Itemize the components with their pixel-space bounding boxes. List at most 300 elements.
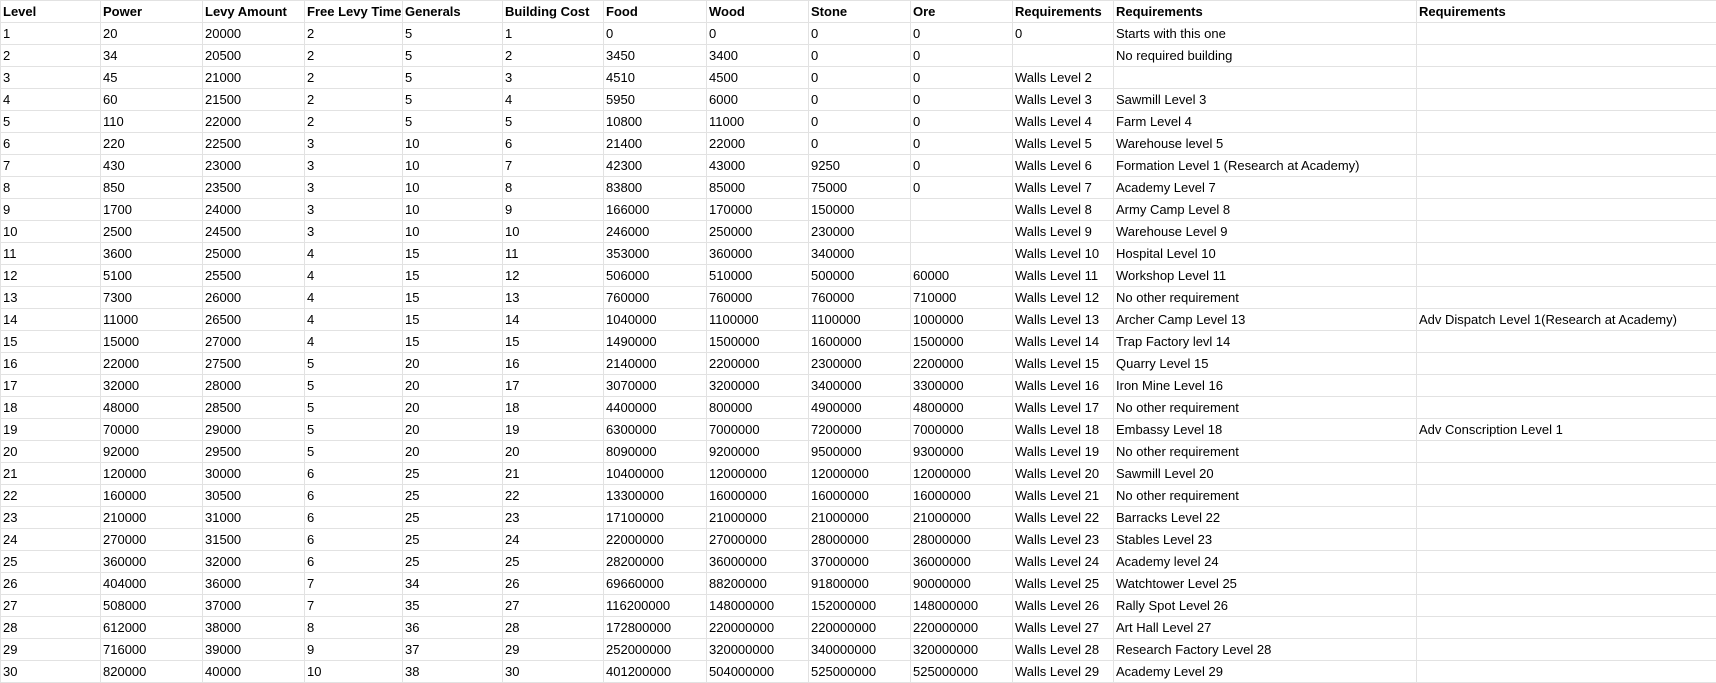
cell-wood[interactable]: 3200000: [707, 375, 809, 397]
cell-levy-amount[interactable]: 24500: [203, 221, 305, 243]
cell-requirements-3[interactable]: [1417, 397, 1716, 419]
cell-requirements-3[interactable]: [1417, 177, 1716, 199]
cell-level[interactable]: 22: [1, 485, 101, 507]
cell-stone[interactable]: 340000000: [809, 639, 911, 661]
cell-free-levy-time[interactable]: 4: [305, 287, 403, 309]
cell-level[interactable]: 5: [1, 111, 101, 133]
cell-wood[interactable]: 6000: [707, 89, 809, 111]
cell-generals[interactable]: 20: [403, 441, 503, 463]
cell-requirements-2[interactable]: Academy Level 7: [1114, 177, 1417, 199]
cell-stone[interactable]: 75000: [809, 177, 911, 199]
cell-wood[interactable]: 148000000: [707, 595, 809, 617]
cell-level[interactable]: 11: [1, 243, 101, 265]
cell-level[interactable]: 7: [1, 155, 101, 177]
cell-wood[interactable]: 11000: [707, 111, 809, 133]
cell-level[interactable]: 15: [1, 331, 101, 353]
cell-building-cost[interactable]: 28: [503, 617, 604, 639]
cell-free-levy-time[interactable]: 2: [305, 45, 403, 67]
cell-stone[interactable]: 1100000: [809, 309, 911, 331]
cell-generals[interactable]: 10: [403, 221, 503, 243]
header-ore[interactable]: Ore: [911, 1, 1013, 23]
cell-ore[interactable]: 0: [911, 155, 1013, 177]
cell-requirements-1[interactable]: Walls Level 8: [1013, 199, 1114, 221]
cell-generals[interactable]: 20: [403, 375, 503, 397]
cell-levy-amount[interactable]: 20000: [203, 23, 305, 45]
cell-food[interactable]: 6300000: [604, 419, 707, 441]
cell-generals[interactable]: 15: [403, 331, 503, 353]
cell-requirements-1[interactable]: Walls Level 19: [1013, 441, 1114, 463]
cell-ore[interactable]: 28000000: [911, 529, 1013, 551]
cell-building-cost[interactable]: 1: [503, 23, 604, 45]
cell-ore[interactable]: 1000000: [911, 309, 1013, 331]
cell-levy-amount[interactable]: 31000: [203, 507, 305, 529]
cell-ore[interactable]: 2200000: [911, 353, 1013, 375]
cell-power[interactable]: 15000: [101, 331, 203, 353]
cell-food[interactable]: 401200000: [604, 661, 707, 683]
cell-ore[interactable]: 0: [911, 133, 1013, 155]
cell-requirements-2[interactable]: Research Factory Level 28: [1114, 639, 1417, 661]
cell-building-cost[interactable]: 27: [503, 595, 604, 617]
cell-stone[interactable]: 16000000: [809, 485, 911, 507]
cell-generals[interactable]: 25: [403, 507, 503, 529]
cell-wood[interactable]: 43000: [707, 155, 809, 177]
cell-level[interactable]: 16: [1, 353, 101, 375]
cell-power[interactable]: 45: [101, 67, 203, 89]
cell-generals[interactable]: 15: [403, 287, 503, 309]
cell-requirements-3[interactable]: Adv Conscription Level 1: [1417, 419, 1716, 441]
cell-food[interactable]: 13300000: [604, 485, 707, 507]
cell-levy-amount[interactable]: 25500: [203, 265, 305, 287]
cell-building-cost[interactable]: 15: [503, 331, 604, 353]
cell-ore[interactable]: [911, 243, 1013, 265]
cell-ore[interactable]: 525000000: [911, 661, 1013, 683]
cell-wood[interactable]: 4500: [707, 67, 809, 89]
cell-requirements-3[interactable]: [1417, 375, 1716, 397]
cell-generals[interactable]: 20: [403, 397, 503, 419]
cell-level[interactable]: 24: [1, 529, 101, 551]
cell-requirements-2[interactable]: No required building: [1114, 45, 1417, 67]
cell-free-levy-time[interactable]: 8: [305, 617, 403, 639]
cell-wood[interactable]: 1100000: [707, 309, 809, 331]
cell-requirements-3[interactable]: [1417, 243, 1716, 265]
cell-level[interactable]: 2: [1, 45, 101, 67]
cell-ore[interactable]: [911, 199, 1013, 221]
cell-food[interactable]: 22000000: [604, 529, 707, 551]
cell-stone[interactable]: 1600000: [809, 331, 911, 353]
cell-levy-amount[interactable]: 27500: [203, 353, 305, 375]
cell-building-cost[interactable]: 16: [503, 353, 604, 375]
cell-food[interactable]: 3070000: [604, 375, 707, 397]
cell-requirements-3[interactable]: [1417, 463, 1716, 485]
cell-generals[interactable]: 25: [403, 529, 503, 551]
cell-wood[interactable]: 250000: [707, 221, 809, 243]
cell-food[interactable]: 83800: [604, 177, 707, 199]
cell-levy-amount[interactable]: 28500: [203, 397, 305, 419]
cell-free-levy-time[interactable]: 6: [305, 529, 403, 551]
cell-power[interactable]: 34: [101, 45, 203, 67]
cell-power[interactable]: 92000: [101, 441, 203, 463]
cell-requirements-1[interactable]: Walls Level 18: [1013, 419, 1114, 441]
cell-generals[interactable]: 36: [403, 617, 503, 639]
cell-levy-amount[interactable]: 36000: [203, 573, 305, 595]
cell-food[interactable]: 69660000: [604, 573, 707, 595]
cell-free-levy-time[interactable]: 10: [305, 661, 403, 683]
cell-levy-amount[interactable]: 23500: [203, 177, 305, 199]
cell-generals[interactable]: 10: [403, 133, 503, 155]
cell-requirements-3[interactable]: [1417, 507, 1716, 529]
cell-generals[interactable]: 25: [403, 551, 503, 573]
cell-requirements-1[interactable]: Walls Level 26: [1013, 595, 1114, 617]
cell-food[interactable]: 116200000: [604, 595, 707, 617]
cell-stone[interactable]: 760000: [809, 287, 911, 309]
cell-ore[interactable]: 60000: [911, 265, 1013, 287]
cell-stone[interactable]: 9250: [809, 155, 911, 177]
cell-requirements-1[interactable]: Walls Level 27: [1013, 617, 1114, 639]
cell-level[interactable]: 14: [1, 309, 101, 331]
cell-requirements-2[interactable]: Quarry Level 15: [1114, 353, 1417, 375]
cell-requirements-2[interactable]: Rally Spot Level 26: [1114, 595, 1417, 617]
cell-power[interactable]: 716000: [101, 639, 203, 661]
cell-requirements-1[interactable]: Walls Level 12: [1013, 287, 1114, 309]
cell-requirements-3[interactable]: [1417, 155, 1716, 177]
cell-food[interactable]: 506000: [604, 265, 707, 287]
cell-level[interactable]: 30: [1, 661, 101, 683]
cell-ore[interactable]: 0: [911, 45, 1013, 67]
header-wood[interactable]: Wood: [707, 1, 809, 23]
cell-stone[interactable]: 525000000: [809, 661, 911, 683]
cell-stone[interactable]: 4900000: [809, 397, 911, 419]
cell-requirements-1[interactable]: Walls Level 10: [1013, 243, 1114, 265]
header-power[interactable]: Power: [101, 1, 203, 23]
cell-level[interactable]: 17: [1, 375, 101, 397]
cell-level[interactable]: 20: [1, 441, 101, 463]
cell-wood[interactable]: 0: [707, 23, 809, 45]
cell-free-levy-time[interactable]: 3: [305, 199, 403, 221]
cell-generals[interactable]: 15: [403, 309, 503, 331]
cell-ore[interactable]: 12000000: [911, 463, 1013, 485]
header-building-cost[interactable]: Building Cost: [503, 1, 604, 23]
cell-power[interactable]: 160000: [101, 485, 203, 507]
cell-power[interactable]: 508000: [101, 595, 203, 617]
cell-stone[interactable]: 37000000: [809, 551, 911, 573]
cell-food[interactable]: 3450: [604, 45, 707, 67]
cell-generals[interactable]: 25: [403, 463, 503, 485]
cell-level[interactable]: 25: [1, 551, 101, 573]
cell-levy-amount[interactable]: 22000: [203, 111, 305, 133]
cell-free-levy-time[interactable]: 6: [305, 507, 403, 529]
cell-generals[interactable]: 20: [403, 353, 503, 375]
header-stone[interactable]: Stone: [809, 1, 911, 23]
cell-level[interactable]: 21: [1, 463, 101, 485]
cell-levy-amount[interactable]: 30500: [203, 485, 305, 507]
cell-power[interactable]: 430: [101, 155, 203, 177]
header-requirements-3[interactable]: Requirements: [1417, 1, 1716, 23]
cell-food[interactable]: 2140000: [604, 353, 707, 375]
cell-requirements-2[interactable]: Art Hall Level 27: [1114, 617, 1417, 639]
cell-requirements-1[interactable]: Walls Level 7: [1013, 177, 1114, 199]
cell-power[interactable]: 110: [101, 111, 203, 133]
cell-power[interactable]: 60: [101, 89, 203, 111]
cell-wood[interactable]: 27000000: [707, 529, 809, 551]
header-generals[interactable]: Generals: [403, 1, 503, 23]
cell-wood[interactable]: 760000: [707, 287, 809, 309]
cell-food[interactable]: 1040000: [604, 309, 707, 331]
cell-requirements-2[interactable]: Stables Level 23: [1114, 529, 1417, 551]
cell-requirements-3[interactable]: [1417, 287, 1716, 309]
cell-building-cost[interactable]: 6: [503, 133, 604, 155]
cell-generals[interactable]: 5: [403, 89, 503, 111]
cell-generals[interactable]: 15: [403, 243, 503, 265]
cell-requirements-2[interactable]: Workshop Level 11: [1114, 265, 1417, 287]
cell-wood[interactable]: 320000000: [707, 639, 809, 661]
cell-free-levy-time[interactable]: 2: [305, 89, 403, 111]
cell-level[interactable]: 9: [1, 199, 101, 221]
cell-requirements-3[interactable]: [1417, 111, 1716, 133]
cell-stone[interactable]: 7200000: [809, 419, 911, 441]
cell-power[interactable]: 270000: [101, 529, 203, 551]
cell-requirements-1[interactable]: Walls Level 11: [1013, 265, 1114, 287]
cell-levy-amount[interactable]: 21000: [203, 67, 305, 89]
cell-requirements-2[interactable]: Hospital Level 10: [1114, 243, 1417, 265]
cell-free-levy-time[interactable]: 7: [305, 595, 403, 617]
cell-requirements-2[interactable]: [1114, 67, 1417, 89]
cell-building-cost[interactable]: 17: [503, 375, 604, 397]
cell-stone[interactable]: 3400000: [809, 375, 911, 397]
cell-power[interactable]: 5100: [101, 265, 203, 287]
cell-ore[interactable]: 1500000: [911, 331, 1013, 353]
cell-ore[interactable]: 0: [911, 111, 1013, 133]
cell-ore[interactable]: 21000000: [911, 507, 1013, 529]
cell-stone[interactable]: 0: [809, 45, 911, 67]
header-levy-amount[interactable]: Levy Amount: [203, 1, 305, 23]
cell-power[interactable]: 850: [101, 177, 203, 199]
cell-ore[interactable]: 710000: [911, 287, 1013, 309]
cell-food[interactable]: 17100000: [604, 507, 707, 529]
cell-levy-amount[interactable]: 29000: [203, 419, 305, 441]
cell-requirements-3[interactable]: [1417, 199, 1716, 221]
cell-ore[interactable]: 4800000: [911, 397, 1013, 419]
cell-free-levy-time[interactable]: 2: [305, 67, 403, 89]
cell-power[interactable]: 70000: [101, 419, 203, 441]
cell-building-cost[interactable]: 21: [503, 463, 604, 485]
cell-ore[interactable]: 90000000: [911, 573, 1013, 595]
cell-power[interactable]: 210000: [101, 507, 203, 529]
cell-stone[interactable]: 0: [809, 67, 911, 89]
cell-free-levy-time[interactable]: 3: [305, 177, 403, 199]
cell-requirements-2[interactable]: Starts with this one: [1114, 23, 1417, 45]
cell-building-cost[interactable]: 5: [503, 111, 604, 133]
cell-wood[interactable]: 85000: [707, 177, 809, 199]
cell-levy-amount[interactable]: 25000: [203, 243, 305, 265]
cell-stone[interactable]: 500000: [809, 265, 911, 287]
cell-level[interactable]: 28: [1, 617, 101, 639]
cell-wood[interactable]: 800000: [707, 397, 809, 419]
cell-ore[interactable]: 0: [911, 23, 1013, 45]
cell-level[interactable]: 26: [1, 573, 101, 595]
cell-ore[interactable]: 0: [911, 89, 1013, 111]
cell-requirements-2[interactable]: Watchtower Level 25: [1114, 573, 1417, 595]
cell-levy-amount[interactable]: 21500: [203, 89, 305, 111]
cell-power[interactable]: 20: [101, 23, 203, 45]
cell-levy-amount[interactable]: 22500: [203, 133, 305, 155]
cell-free-levy-time[interactable]: 5: [305, 375, 403, 397]
cell-requirements-3[interactable]: [1417, 529, 1716, 551]
cell-requirements-3[interactable]: [1417, 23, 1716, 45]
cell-food[interactable]: 8090000: [604, 441, 707, 463]
cell-requirements-1[interactable]: Walls Level 4: [1013, 111, 1114, 133]
cell-free-levy-time[interactable]: 3: [305, 133, 403, 155]
cell-stone[interactable]: 12000000: [809, 463, 911, 485]
cell-levy-amount[interactable]: 31500: [203, 529, 305, 551]
cell-requirements-2[interactable]: Army Camp Level 8: [1114, 199, 1417, 221]
cell-free-levy-time[interactable]: 6: [305, 485, 403, 507]
cell-free-levy-time[interactable]: 5: [305, 419, 403, 441]
cell-level[interactable]: 10: [1, 221, 101, 243]
cell-requirements-2[interactable]: Sawmill Level 20: [1114, 463, 1417, 485]
cell-free-levy-time[interactable]: 4: [305, 331, 403, 353]
cell-generals[interactable]: 10: [403, 177, 503, 199]
cell-stone[interactable]: 220000000: [809, 617, 911, 639]
cell-levy-amount[interactable]: 23000: [203, 155, 305, 177]
cell-building-cost[interactable]: 9: [503, 199, 604, 221]
cell-building-cost[interactable]: 24: [503, 529, 604, 551]
cell-wood[interactable]: 510000: [707, 265, 809, 287]
cell-stone[interactable]: 2300000: [809, 353, 911, 375]
cell-generals[interactable]: 37: [403, 639, 503, 661]
cell-requirements-2[interactable]: Sawmill Level 3: [1114, 89, 1417, 111]
cell-levy-amount[interactable]: 26500: [203, 309, 305, 331]
cell-requirements-2[interactable]: Farm Level 4: [1114, 111, 1417, 133]
cell-ore[interactable]: [911, 221, 1013, 243]
cell-generals[interactable]: 5: [403, 67, 503, 89]
cell-wood[interactable]: 16000000: [707, 485, 809, 507]
cell-ore[interactable]: 0: [911, 177, 1013, 199]
cell-generals[interactable]: 5: [403, 23, 503, 45]
cell-requirements-3[interactable]: [1417, 617, 1716, 639]
cell-levy-amount[interactable]: 39000: [203, 639, 305, 661]
cell-wood[interactable]: 36000000: [707, 551, 809, 573]
cell-requirements-3[interactable]: [1417, 89, 1716, 111]
cell-power[interactable]: 32000: [101, 375, 203, 397]
cell-free-levy-time[interactable]: 5: [305, 397, 403, 419]
cell-levy-amount[interactable]: 37000: [203, 595, 305, 617]
cell-requirements-2[interactable]: Iron Mine Level 16: [1114, 375, 1417, 397]
cell-ore[interactable]: 7000000: [911, 419, 1013, 441]
cell-level[interactable]: 13: [1, 287, 101, 309]
cell-requirements-2[interactable]: Warehouse level 5: [1114, 133, 1417, 155]
cell-wood[interactable]: 3400: [707, 45, 809, 67]
cell-wood[interactable]: 88200000: [707, 573, 809, 595]
cell-requirements-1[interactable]: 0: [1013, 23, 1114, 45]
cell-ore[interactable]: 220000000: [911, 617, 1013, 639]
cell-building-cost[interactable]: 10: [503, 221, 604, 243]
cell-requirements-1[interactable]: Walls Level 21: [1013, 485, 1114, 507]
cell-building-cost[interactable]: 19: [503, 419, 604, 441]
cell-free-levy-time[interactable]: 2: [305, 111, 403, 133]
cell-food[interactable]: 166000: [604, 199, 707, 221]
cell-power[interactable]: 612000: [101, 617, 203, 639]
cell-free-levy-time[interactable]: 5: [305, 441, 403, 463]
cell-level[interactable]: 6: [1, 133, 101, 155]
cell-ore[interactable]: 3300000: [911, 375, 1013, 397]
cell-ore[interactable]: 36000000: [911, 551, 1013, 573]
cell-level[interactable]: 23: [1, 507, 101, 529]
cell-building-cost[interactable]: 3: [503, 67, 604, 89]
cell-levy-amount[interactable]: 38000: [203, 617, 305, 639]
cell-level[interactable]: 4: [1, 89, 101, 111]
cell-building-cost[interactable]: 13: [503, 287, 604, 309]
cell-free-levy-time[interactable]: 9: [305, 639, 403, 661]
cell-requirements-1[interactable]: Walls Level 24: [1013, 551, 1114, 573]
cell-wood[interactable]: 22000: [707, 133, 809, 155]
cell-requirements-3[interactable]: [1417, 661, 1716, 683]
cell-power[interactable]: 360000: [101, 551, 203, 573]
cell-stone[interactable]: 91800000: [809, 573, 911, 595]
cell-building-cost[interactable]: 11: [503, 243, 604, 265]
cell-requirements-1[interactable]: Walls Level 3: [1013, 89, 1114, 111]
cell-requirements-3[interactable]: [1417, 67, 1716, 89]
cell-building-cost[interactable]: 14: [503, 309, 604, 331]
cell-wood[interactable]: 9200000: [707, 441, 809, 463]
cell-requirements-1[interactable]: Walls Level 22: [1013, 507, 1114, 529]
cell-ore[interactable]: 16000000: [911, 485, 1013, 507]
cell-power[interactable]: 120000: [101, 463, 203, 485]
cell-levy-amount[interactable]: 30000: [203, 463, 305, 485]
header-requirements-2[interactable]: Requirements: [1114, 1, 1417, 23]
cell-requirements-3[interactable]: [1417, 353, 1716, 375]
cell-power[interactable]: 220: [101, 133, 203, 155]
cell-requirements-2[interactable]: Barracks Level 22: [1114, 507, 1417, 529]
cell-requirements-2[interactable]: No other requirement: [1114, 287, 1417, 309]
cell-requirements-1[interactable]: Walls Level 14: [1013, 331, 1114, 353]
cell-free-levy-time[interactable]: 3: [305, 221, 403, 243]
cell-free-levy-time[interactable]: 5: [305, 353, 403, 375]
cell-free-levy-time[interactable]: 6: [305, 551, 403, 573]
cell-free-levy-time[interactable]: 4: [305, 243, 403, 265]
cell-stone[interactable]: 21000000: [809, 507, 911, 529]
cell-requirements-1[interactable]: [1013, 45, 1114, 67]
cell-requirements-3[interactable]: [1417, 45, 1716, 67]
cell-wood[interactable]: 21000000: [707, 507, 809, 529]
cell-requirements-2[interactable]: Trap Factory levl 14: [1114, 331, 1417, 353]
header-requirements-1[interactable]: Requirements: [1013, 1, 1114, 23]
cell-requirements-1[interactable]: Walls Level 25: [1013, 573, 1114, 595]
cell-power[interactable]: 820000: [101, 661, 203, 683]
cell-wood[interactable]: 12000000: [707, 463, 809, 485]
cell-wood[interactable]: 220000000: [707, 617, 809, 639]
cell-requirements-3[interactable]: [1417, 573, 1716, 595]
cell-wood[interactable]: 2200000: [707, 353, 809, 375]
cell-requirements-3[interactable]: Adv Dispatch Level 1(Research at Academy): [1417, 309, 1716, 331]
cell-building-cost[interactable]: 30: [503, 661, 604, 683]
cell-requirements-1[interactable]: Walls Level 16: [1013, 375, 1114, 397]
cell-power[interactable]: 1700: [101, 199, 203, 221]
cell-requirements-1[interactable]: Walls Level 5: [1013, 133, 1114, 155]
cell-ore[interactable]: 148000000: [911, 595, 1013, 617]
cell-levy-amount[interactable]: 28000: [203, 375, 305, 397]
cell-food[interactable]: 1490000: [604, 331, 707, 353]
header-level[interactable]: Level: [1, 1, 101, 23]
cell-power[interactable]: 22000: [101, 353, 203, 375]
cell-level[interactable]: 27: [1, 595, 101, 617]
cell-stone[interactable]: 0: [809, 111, 911, 133]
cell-food[interactable]: 5950: [604, 89, 707, 111]
cell-food[interactable]: 4510: [604, 67, 707, 89]
cell-building-cost[interactable]: 2: [503, 45, 604, 67]
cell-building-cost[interactable]: 23: [503, 507, 604, 529]
cell-free-levy-time[interactable]: 6: [305, 463, 403, 485]
cell-generals[interactable]: 5: [403, 45, 503, 67]
